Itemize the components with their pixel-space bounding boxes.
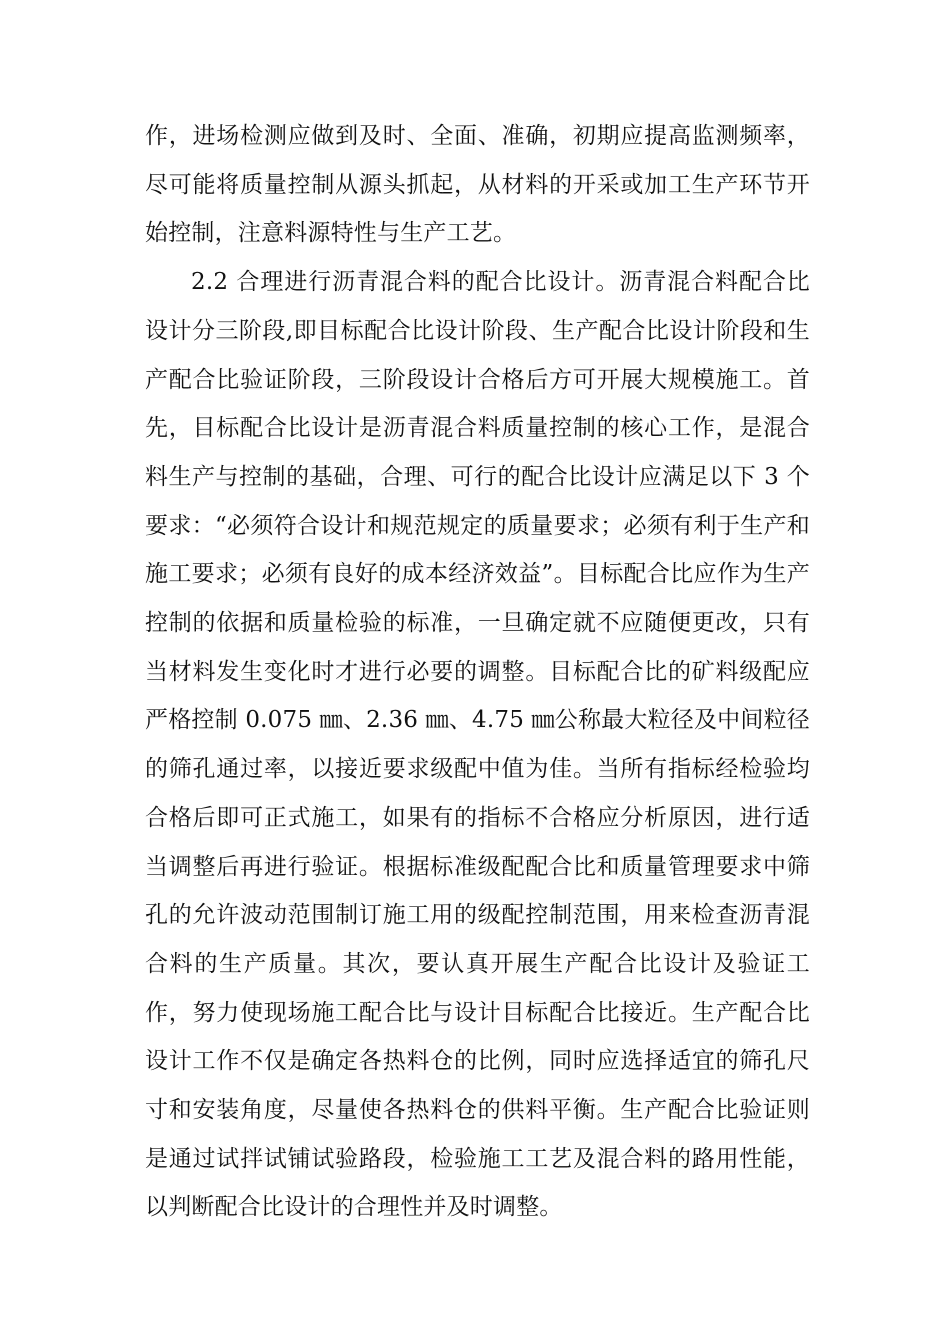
paragraph-mix-design: 2.2 合理进行沥青混合料的配合比设计。沥青混合料配合比设计分三阶段,即目标配合比设计阶段、生产配合比设计阶段和生产配合比验证阶段，三阶段设计合格后方可开展大规模施工。首先，目标配合比设计是沥青混合料质量控制的核心工作，是混合料生产与控制的基础，合理、可行的配合比设计应满足以下 3 个要求：“必须符合设计和规范规定的质量要求；必须有利于生产和施工要求；必须有良好的成本经济效益”。目标配合比应作为生产控制的依据和质量检验的标准，一旦确定就不应随便更改，只有当材料发生变化时才进行必要的调整。目标配合比的矿料级配应严格控制 0.075 ㎜、2.36 ㎜、4.75 ㎜公称最大粒径及中间粒径的筛孔通过率，以接近要求级配中值为佳。当所有指标经检验均合格后即可正式施工，如果有的指标不合格应分析原因，进行适当调整后再进行验证。根据标准级配配合比和质量管理要求中筛孔的允许波动范围制订施工用的级配控制范围，用来检查沥青混合料的生产质量。其次，要认真开展生产配合比设计及验证工作，努力使现场施工配合比与设计目标配合比接近。生产配合比设计工作不仅是确定各热料仓的比例，同时应选择适宜的筛孔尺寸和安装角度，尽量使各热料仓的供料平衡。生产配合比验证则是通过试拌试铺试验路段，检验施工工艺及混合料的路用性能，以判断配合比设计的合理性并及时调整。	[145, 269, 810, 1221]
body-text	[145, 112, 810, 1232]
paragraph-continuation: 作，进场检测应做到及时、全面、准确，初期应提高监测频率，尽可能将质量控制从源头抓起，从材料的开采或加工生产环节开始控制，注意料源特性与生产工艺。	[145, 123, 810, 247]
